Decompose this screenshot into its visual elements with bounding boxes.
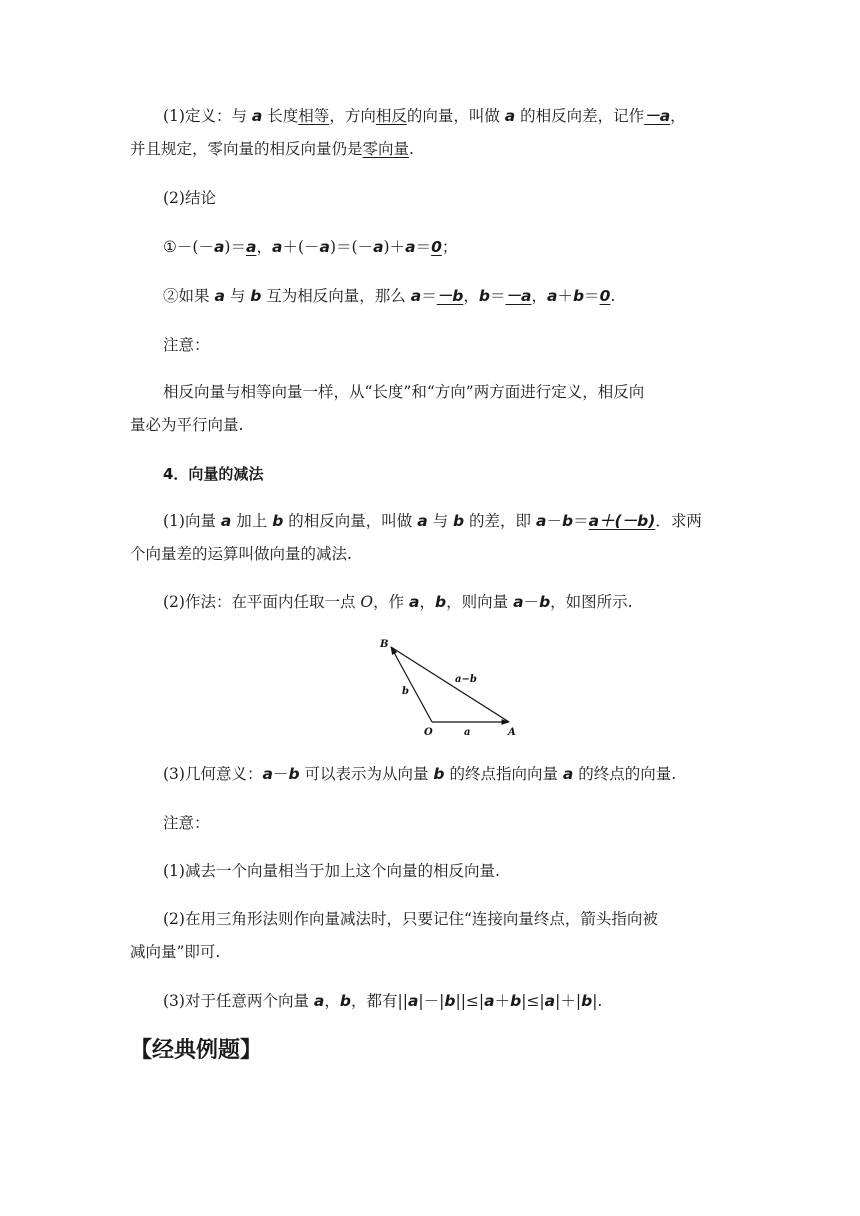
label-point-o: O — [424, 727, 433, 738]
definition-line-2: 并且规定，零向量的相反向量仍是零向量. — [130, 140, 414, 158]
construction-line: (2)作法：在平面内任取一点 O，作 a，b，则向量 a－b，如图所示. — [163, 593, 633, 611]
label-vector-b: b — [402, 686, 409, 697]
blank-equal: 相等 — [298, 107, 330, 125]
note-title-2: 注意： — [163, 814, 210, 832]
note-item-2-line-2: 减向量”即可. — [130, 943, 221, 961]
conclusion-2: ②如果 a 与 b 互为相反向量，那么 a＝－b，b＝－a，a＋b＝0. — [163, 287, 616, 305]
note-item-3-inequality: (3)对于任意两个向量 a，b，都有||a|－|b||≤|a＋b|≤|a|＋|b|. — [163, 992, 603, 1010]
blank-zero-vector: 零向量 — [362, 140, 410, 158]
note-item-2-line-1: (2)在用三角形法则作向量减法时，只要记住“连接向量终点，箭头指向被 — [163, 910, 658, 928]
vector-b-line — [391, 647, 432, 722]
label-vector-a-minus-b: a−b — [455, 674, 477, 685]
label-vector-a: a — [464, 727, 471, 738]
vector-a-minus-b-line — [391, 647, 509, 722]
section-heading-subtraction: 4．向量的减法 — [163, 465, 264, 483]
subtraction-def-line-1: (1)向量 a 加上 b 的相反向量，叫做 a 与 b 的差，即 a－b＝a＋(－b)．求两 — [163, 512, 702, 530]
geometric-meaning-line: (3)几何意义：a－b 可以表示为从向量 b 的终点指向向量 a 的终点的向量. — [163, 765, 677, 783]
label-point-a: A — [508, 727, 516, 738]
note-text-line-1: 相反向量与相等向量一样，从“长度”和“方向”两方面进行定义，相反向 — [163, 383, 645, 401]
conclusion-1: ①－(－a)＝a，a＋(－a)＝(－a)＋a＝0； — [163, 238, 458, 256]
definition-line-1: (1)定义：与 a 长度相等，方向相反的向量，叫做 a 的相反向差，记作－a， — [163, 107, 686, 125]
blank-a-plus-neg-b: a＋(－b) — [588, 512, 656, 530]
vector-triangle-diagram — [360, 632, 560, 742]
note-title-1: 注意： — [163, 336, 210, 354]
label-point-b: B — [380, 639, 389, 650]
conclusion-title: (2)结论 — [163, 189, 216, 207]
note-item-1: (1)减去一个向量相当于加上这个向量的相反向量. — [163, 862, 500, 880]
note-text-line-2: 量必为平行向量. — [130, 416, 244, 434]
blank-opposite: 相反 — [375, 107, 407, 125]
blank-neg-a: －a — [644, 107, 671, 125]
classic-examples-heading: 【经典例题】 — [130, 1038, 263, 1063]
subtraction-def-line-2: 个向量差的运算叫做向量的减法. — [130, 545, 352, 563]
